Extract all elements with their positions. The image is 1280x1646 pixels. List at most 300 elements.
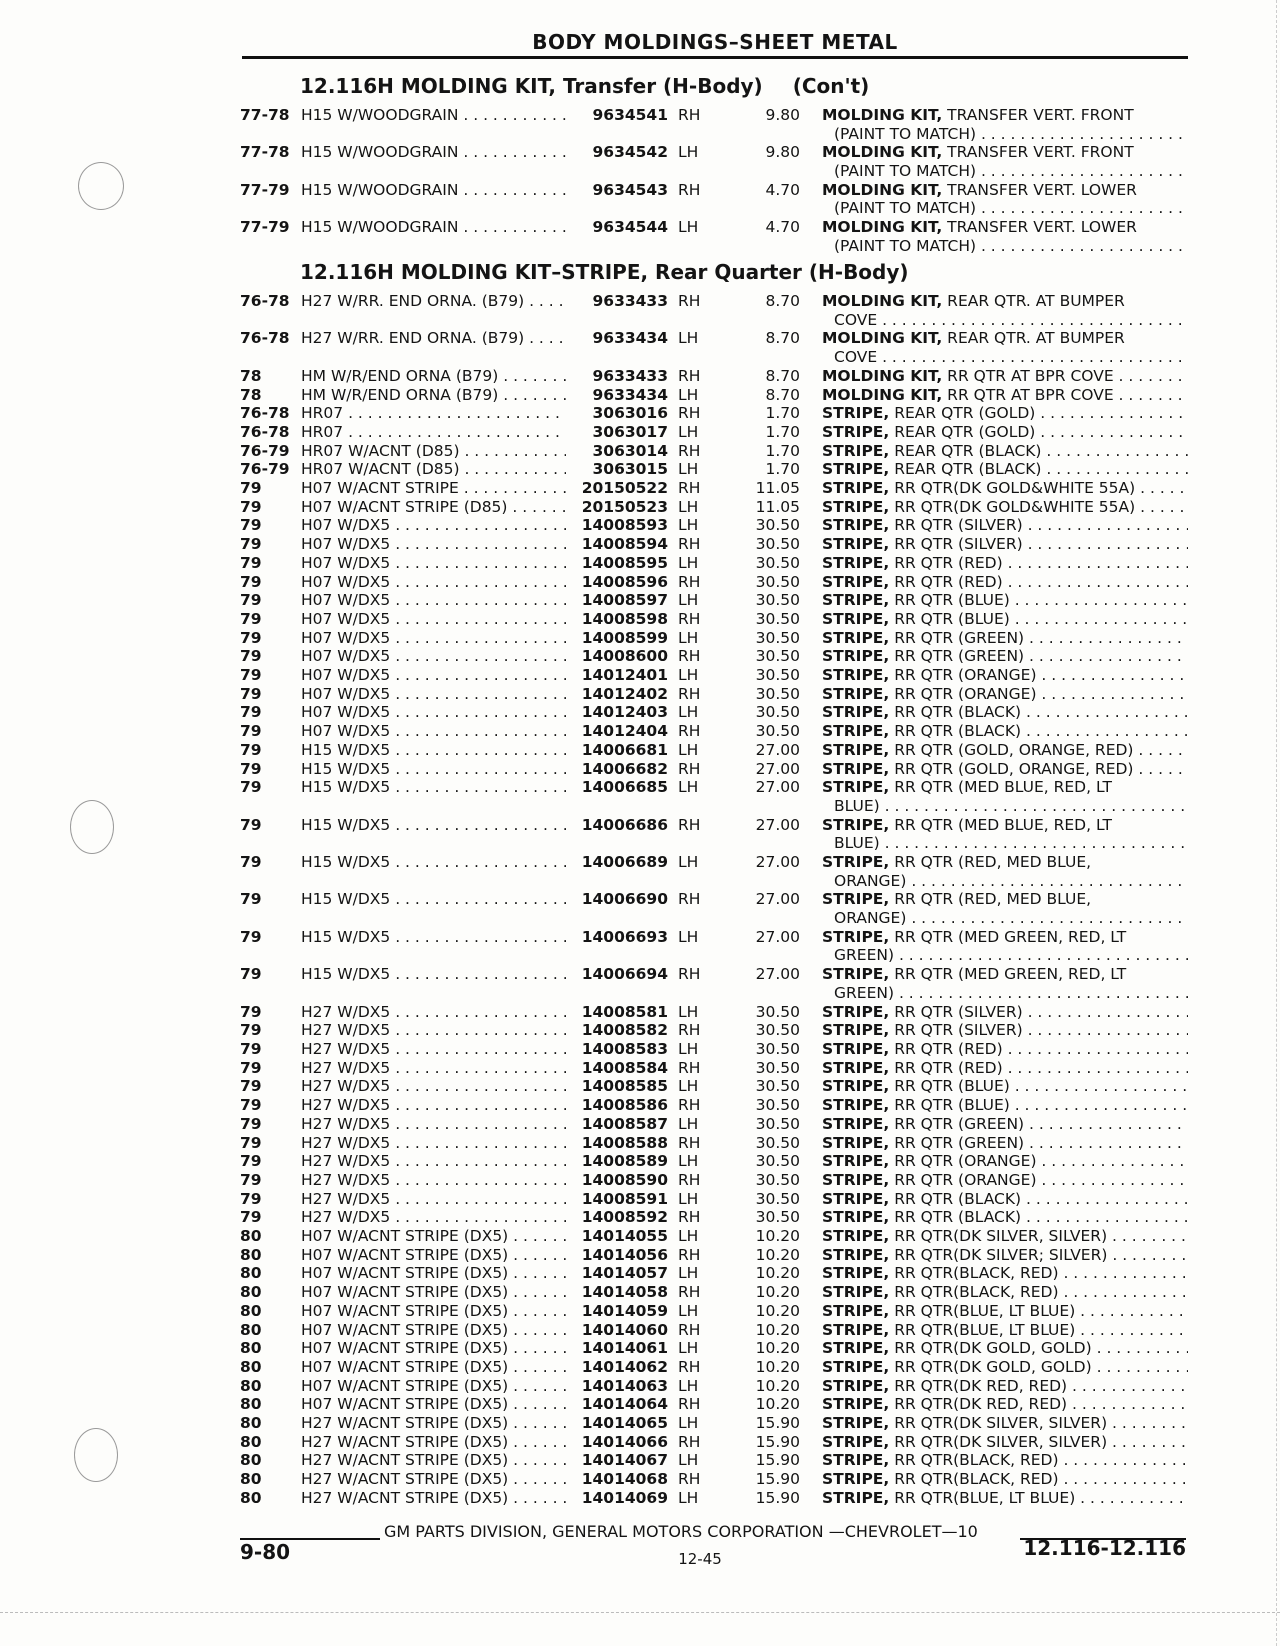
description-line <box>822 1059 1188 1078</box>
price-cell: 1.70 <box>765 422 800 441</box>
side-cell: RH <box>678 366 701 385</box>
description-name: STRIPE, <box>822 1283 890 1302</box>
year-cell: 80 <box>240 1376 262 1395</box>
model-cell: H27 W/DX5 . . . <box>301 1134 566 1153</box>
description-text: REAR QTR. AT BUMPER <box>947 329 1125 348</box>
description-text: TRANSFER VERT. LOWER <box>947 180 1137 199</box>
model-cell: H27 W/ACNT STRIPE (DX5) . . . <box>301 1489 566 1508</box>
description-cell <box>822 741 1188 760</box>
description-text: RR QTR (GOLD, ORANGE, RED) <box>894 740 1134 759</box>
price-cell: 11.05 <box>755 479 800 497</box>
year-cell: 80 <box>240 1283 262 1302</box>
year-cell: 77-79 <box>240 180 290 199</box>
description-line <box>822 890 1188 909</box>
description-cell <box>822 1171 1188 1190</box>
description-line <box>822 1134 1188 1153</box>
side-cell: LH <box>678 553 699 572</box>
price-cell: 4.70 <box>765 180 800 199</box>
description-cell <box>822 1433 1188 1452</box>
model-cell: H07 W/ACNT STRIPE (DX5) . . . <box>301 1246 566 1265</box>
description-line <box>822 1321 1188 1340</box>
description-line <box>822 703 1188 722</box>
description-text: RR QTR(DK SILVER; SILVER) <box>894 1245 1108 1264</box>
price-cell: 8.70 <box>765 385 800 404</box>
model-cell: H15 W/DX5 . . . <box>301 778 566 797</box>
description-text: RR QTR (GREEN) <box>894 1114 1025 1133</box>
description-text: RR QTR(DK SILVER, SILVER) <box>894 1432 1108 1451</box>
side-cell: RH <box>678 684 701 703</box>
description-name: STRIPE, <box>822 1488 890 1507</box>
part-number-cell: 20150522 <box>581 479 668 497</box>
price-cell: 30.50 <box>755 647 800 666</box>
description-text: RR QTR (SILVER) <box>894 1002 1023 1021</box>
description-cell <box>822 404 1188 423</box>
description-name: MOLDING KIT, <box>822 366 943 385</box>
part-number-cell: 3063017 <box>592 422 668 441</box>
side-cell: RH <box>678 1133 701 1152</box>
model-cell: H15 W/WOODGRAIN . . . <box>301 106 566 125</box>
description-line <box>822 928 1188 947</box>
description-cell <box>822 106 1188 143</box>
year-cell: 79 <box>240 1096 262 1115</box>
description-line <box>822 816 1188 835</box>
model-cell: H07 W/DX5 . . . <box>301 685 566 704</box>
description-line <box>822 1077 1188 1096</box>
side-cell: RH <box>678 1432 701 1451</box>
model-cell: H07 W/DX5 . . . <box>301 610 566 629</box>
side-cell: RH <box>678 535 701 554</box>
price-cell: 30.50 <box>755 1021 800 1040</box>
description-line <box>822 1470 1188 1489</box>
part-number-cell: 14006685 <box>581 778 668 797</box>
model-cell: H07 W/ACNT STRIPE (DX5) . . . <box>301 1377 566 1396</box>
description-name: STRIPE, <box>822 422 890 441</box>
price-cell: 4.70 <box>765 218 800 237</box>
description-continuation: (PAINT TO MATCH) . . . <box>822 237 1188 256</box>
description-cell <box>822 442 1188 461</box>
year-cell: 79 <box>240 1152 262 1171</box>
description-cell <box>822 1115 1188 1134</box>
description-cell <box>822 516 1188 535</box>
footer-publisher: GM PARTS DIVISION, GENERAL MOTORS CORPORATION —CHEVROLET—10 <box>384 1522 978 1541</box>
description-name: STRIPE, <box>822 572 890 591</box>
description-cell <box>822 386 1188 405</box>
description-text: RR QTR(BLACK, RED) <box>894 1451 1059 1470</box>
part-number-cell: 14014062 <box>581 1357 668 1376</box>
description-line <box>822 1040 1188 1059</box>
model-cell: H27 W/ACNT STRIPE (DX5) . . . <box>301 1470 566 1489</box>
description-name: STRIPE, <box>822 497 890 516</box>
year-cell: 80 <box>240 1488 262 1507</box>
side-cell: LH <box>678 516 699 535</box>
model-cell: HR07 W/ACNT (D85) . . . <box>301 460 566 479</box>
year-cell: 79 <box>240 1189 262 1208</box>
side-cell: RH <box>678 1245 701 1264</box>
description-name: MOLDING KIT, <box>822 385 943 404</box>
side-cell: LH <box>678 1189 699 1208</box>
price-cell: 10.20 <box>755 1357 800 1376</box>
description-name: MOLDING KIT, <box>822 218 943 237</box>
model-cell: H07 W/DX5 . . . <box>301 554 566 573</box>
price-cell: 27.00 <box>755 927 800 946</box>
description-name: STRIPE, <box>822 1245 890 1264</box>
model-cell: H27 W/DX5 . . . <box>301 1152 566 1171</box>
description-name: STRIPE, <box>822 591 890 610</box>
part-number-cell: 14008583 <box>581 1040 668 1058</box>
description-name: STRIPE, <box>822 1208 890 1227</box>
year-cell: 80 <box>240 1339 262 1358</box>
description-text: RR QTR(BLACK, RED) <box>894 1470 1059 1489</box>
price-cell: 8.70 <box>765 366 800 385</box>
part-number-cell: 9633434 <box>592 385 668 404</box>
description-name: STRIPE, <box>822 1114 890 1133</box>
footer-date: 9-80 <box>240 1540 291 1564</box>
price-cell: 30.50 <box>755 684 800 703</box>
description-text: RR QTR (BLACK) <box>894 1208 1022 1227</box>
model-cell: H15 W/WOODGRAIN . . . <box>301 218 566 237</box>
side-cell: RH <box>678 106 701 124</box>
description-text: TRANSFER VERT. FRONT <box>947 143 1134 162</box>
model-cell: H07 W/DX5 . . . <box>301 666 566 685</box>
year-cell: 80 <box>240 1451 262 1470</box>
side-cell: LH <box>678 1152 699 1171</box>
description-name: STRIPE, <box>822 1002 890 1021</box>
price-cell: 10.20 <box>755 1395 800 1414</box>
description-text: RR QTR(DK RED, RED) <box>894 1395 1068 1414</box>
side-cell: LH <box>678 1264 699 1283</box>
part-number-cell: 14012401 <box>581 666 668 684</box>
price-cell: 9.80 <box>765 106 800 124</box>
description-line <box>822 610 1188 629</box>
year-cell: 79 <box>240 1114 262 1133</box>
description-line <box>822 181 1188 200</box>
description-text: RR QTR (BLUE) <box>894 609 1010 628</box>
description-cell <box>822 367 1188 386</box>
side-cell: LH <box>678 927 699 946</box>
description-name: MOLDING KIT, <box>822 180 943 199</box>
side-cell: LH <box>678 1301 699 1320</box>
part-number-cell: 14014068 <box>581 1470 668 1489</box>
description-name: STRIPE, <box>822 609 890 628</box>
description-name: STRIPE, <box>822 666 890 684</box>
model-cell: H27 W/DX5 . . . <box>301 1190 566 1209</box>
description-text: RR QTR(DK SILVER, SILVER) <box>894 1227 1108 1245</box>
year-cell: 79 <box>240 890 262 909</box>
year-cell: 79 <box>240 759 262 778</box>
description-text: RR QTR (SILVER) <box>894 1021 1023 1040</box>
description-continuation: ORANGE) . . . <box>822 909 1188 928</box>
price-cell: 30.50 <box>755 553 800 572</box>
year-cell: 79 <box>240 815 262 834</box>
description-text: RR QTR(BLUE, LT BLUE) <box>894 1301 1076 1320</box>
description-name: STRIPE, <box>822 441 890 460</box>
description-name: STRIPE, <box>822 815 890 834</box>
model-cell: H07 W/ACNT STRIPE (DX5) . . . <box>301 1227 566 1246</box>
description-name: MOLDING KIT, <box>822 292 943 310</box>
side-cell: LH <box>678 628 699 647</box>
model-cell: H27 W/ACNT STRIPE (DX5) . . . <box>301 1451 566 1470</box>
description-line <box>822 778 1188 797</box>
side-cell: LH <box>678 666 699 684</box>
year-cell: 79 <box>240 609 262 628</box>
description-line <box>822 404 1188 423</box>
section-heading-code: 12.116H MOLDING KIT–STRIPE, <box>300 260 649 284</box>
description-text: RR QTR(DK GOLD, GOLD) <box>894 1339 1092 1358</box>
year-cell: 79 <box>240 853 262 871</box>
description-name: STRIPE, <box>822 778 890 797</box>
description-cell <box>822 1021 1188 1040</box>
price-cell: 27.00 <box>755 890 800 909</box>
year-cell: 79 <box>240 1077 262 1096</box>
description-line <box>822 106 1188 125</box>
description-cell <box>822 460 1188 479</box>
side-cell: RH <box>678 404 701 423</box>
side-cell: RH <box>678 759 701 778</box>
year-cell: 78 <box>240 366 262 385</box>
side-cell: LH <box>678 1114 699 1133</box>
description-name: MOLDING KIT, <box>822 106 943 124</box>
part-number-cell: 14008600 <box>581 647 668 666</box>
description-continuation: GREEN) . . . <box>822 946 1188 965</box>
description-text: RR QTR(DK SILVER, SILVER) <box>894 1414 1108 1432</box>
description-cell <box>822 760 1188 779</box>
year-cell: 79 <box>240 1208 262 1227</box>
description-text: RR QTR (ORANGE) <box>894 1170 1037 1189</box>
side-cell: RH <box>678 572 701 591</box>
description-line <box>822 535 1188 554</box>
description-name: STRIPE, <box>822 1264 890 1283</box>
description-cell <box>822 1321 1188 1340</box>
description-cell <box>822 218 1188 255</box>
year-cell: 79 <box>240 1002 262 1021</box>
year-cell: 77-78 <box>240 106 290 124</box>
description-text: RR QTR (SILVER) <box>894 535 1023 554</box>
price-cell: 30.50 <box>755 1002 800 1021</box>
year-cell: 79 <box>240 479 262 497</box>
description-line <box>822 554 1188 573</box>
description-line <box>822 1003 1188 1022</box>
year-cell: 79 <box>240 703 262 722</box>
description-name: STRIPE, <box>822 740 890 759</box>
description-cell <box>822 423 1188 442</box>
year-cell: 79 <box>240 628 262 647</box>
description-cell <box>822 610 1188 629</box>
description-cell <box>822 554 1188 573</box>
price-cell: 30.50 <box>755 1152 800 1171</box>
description-text: RR QTR(BLUE, LT BLUE) <box>894 1488 1076 1507</box>
part-number-cell: 14008588 <box>581 1133 668 1152</box>
description-continuation: COVE . . . <box>822 348 1188 367</box>
side-cell: LH <box>678 329 699 348</box>
description-continuation: BLUE) . . . <box>822 834 1188 853</box>
price-cell: 30.50 <box>755 591 800 610</box>
part-number-cell: 14014055 <box>581 1227 668 1245</box>
description-cell <box>822 1208 1188 1227</box>
description-cell <box>822 535 1188 554</box>
part-number-cell: 14014066 <box>581 1432 668 1451</box>
year-cell: 79 <box>240 965 262 984</box>
price-cell: 27.00 <box>755 815 800 834</box>
description-text: RR QTR(BLACK, RED) <box>894 1264 1059 1283</box>
side-cell: LH <box>678 778 699 797</box>
description-line <box>822 1395 1188 1414</box>
part-number-cell: 14008597 <box>581 591 668 610</box>
price-cell: 30.50 <box>755 1058 800 1077</box>
side-cell: LH <box>678 143 699 162</box>
year-cell: 79 <box>240 778 262 797</box>
description-name: STRIPE, <box>822 1133 890 1152</box>
model-cell: H15 W/DX5 . . . <box>301 928 566 947</box>
price-cell: 10.20 <box>755 1376 800 1395</box>
year-cell: 80 <box>240 1301 262 1320</box>
part-number-cell: 9633434 <box>592 329 668 348</box>
model-cell: H07 W/ACNT STRIPE (DX5) . . . <box>301 1321 566 1340</box>
description-line <box>822 1227 1188 1246</box>
price-cell: 30.50 <box>755 1170 800 1189</box>
model-cell: HR07 . . . <box>301 404 566 423</box>
price-cell: 30.50 <box>755 722 800 741</box>
model-cell: H27 W/DX5 . . . <box>301 1059 566 1078</box>
price-cell: 10.20 <box>755 1245 800 1264</box>
side-cell: LH <box>678 853 699 871</box>
year-cell: 79 <box>240 684 262 703</box>
description-text: RR QTR (RED) <box>894 572 1003 591</box>
price-cell: 30.50 <box>755 1096 800 1115</box>
part-number-cell: 14012403 <box>581 703 668 722</box>
description-cell <box>822 1264 1188 1283</box>
description-line <box>822 1451 1188 1470</box>
model-cell: H27 W/DX5 . . . <box>301 1208 566 1227</box>
side-cell: LH <box>678 497 699 516</box>
side-cell: LH <box>678 422 699 441</box>
section-continued: (Con't) <box>792 74 870 98</box>
part-number-cell: 14008589 <box>581 1152 668 1171</box>
description-text: RR QTR(DK RED, RED) <box>894 1376 1068 1395</box>
description-text: RR QTR (GREEN) <box>894 647 1025 666</box>
price-cell: 27.00 <box>755 853 800 871</box>
description-text: RR QTR(DK GOLD&WHITE 55A) <box>894 497 1136 516</box>
description-text: RR QTR AT BPR COVE <box>947 385 1114 404</box>
description-text: RR QTR AT BPR COVE <box>947 366 1114 385</box>
description-text: RR QTR (MED GREEN, RED, LT <box>894 965 1127 984</box>
year-cell: 79 <box>240 1021 262 1040</box>
description-name: STRIPE, <box>822 759 890 778</box>
description-line <box>822 647 1188 666</box>
part-number-cell: 14008581 <box>581 1002 668 1021</box>
description-cell <box>822 1302 1188 1321</box>
price-cell: 30.50 <box>755 572 800 591</box>
price-cell: 10.20 <box>755 1283 800 1302</box>
description-cell <box>822 647 1188 666</box>
description-line <box>822 1414 1188 1433</box>
side-cell: RH <box>678 1021 701 1040</box>
description-text: RR QTR (RED) <box>894 553 1003 572</box>
part-number-cell: 9634541 <box>592 106 668 124</box>
binder-hole-middle <box>70 800 114 854</box>
description-cell <box>822 1077 1188 1096</box>
price-cell: 30.50 <box>755 1189 800 1208</box>
part-number-cell: 14008594 <box>581 535 668 554</box>
description-cell <box>822 1358 1188 1377</box>
description-text: RR QTR (BLACK) <box>894 722 1022 741</box>
side-cell: LH <box>678 1040 699 1058</box>
side-cell: RH <box>678 1283 701 1302</box>
year-cell: 79 <box>240 572 262 591</box>
description-text: RR QTR(DK GOLD&WHITE 55A) <box>894 479 1136 497</box>
model-cell: H07 W/DX5 . . . <box>301 722 566 741</box>
part-number-cell: 14014060 <box>581 1320 668 1339</box>
description-text: RR QTR (BLUE) <box>894 1077 1010 1096</box>
model-cell: H07 W/ACNT STRIPE (DX5) . . . <box>301 1395 566 1414</box>
description-name: STRIPE, <box>822 1451 890 1470</box>
model-cell: H27 W/DX5 . . . <box>301 1003 566 1022</box>
model-cell: H07 W/DX5 . . . <box>301 535 566 554</box>
part-number-cell: 14012402 <box>581 684 668 703</box>
description-text: TRANSFER VERT. FRONT <box>947 106 1134 124</box>
description-text: RR QTR (RED) <box>894 1040 1003 1058</box>
model-cell: HR07 . . . <box>301 423 566 442</box>
description-cell <box>822 685 1188 704</box>
year-cell: 79 <box>240 553 262 572</box>
description-text: RR QTR (RED) <box>894 1058 1003 1077</box>
part-number-cell: 14008595 <box>581 553 668 572</box>
part-number-cell: 14006681 <box>581 740 668 759</box>
description-name: STRIPE, <box>822 553 890 572</box>
description-name: STRIPE, <box>822 853 890 871</box>
description-line <box>822 1208 1188 1227</box>
price-cell: 30.50 <box>755 628 800 647</box>
part-number-cell: 14008584 <box>581 1058 668 1077</box>
model-cell: H27 W/RR. END ORNA. (B79) . . . <box>301 292 566 311</box>
part-number-cell: 14008582 <box>581 1021 668 1040</box>
description-text: RR QTR (BLUE) <box>894 1096 1010 1115</box>
year-cell: 79 <box>240 535 262 554</box>
description-line <box>822 1171 1188 1190</box>
description-name: STRIPE, <box>822 460 890 479</box>
part-number-cell: 3063014 <box>592 441 668 460</box>
side-cell: RH <box>678 1470 701 1489</box>
description-line <box>822 629 1188 648</box>
description-cell <box>822 1134 1188 1153</box>
description-cell <box>822 1451 1188 1470</box>
description-cell <box>822 1377 1188 1396</box>
year-cell: 80 <box>240 1264 262 1283</box>
description-line <box>822 423 1188 442</box>
description-text: REAR QTR (GOLD) <box>894 422 1036 441</box>
description-name: STRIPE, <box>822 1414 890 1432</box>
part-number-cell: 14006690 <box>581 890 668 909</box>
side-cell: LH <box>678 1002 699 1021</box>
description-name: STRIPE, <box>822 1040 890 1058</box>
part-number-cell: 9634542 <box>592 143 668 162</box>
description-cell <box>822 629 1188 648</box>
price-cell: 1.70 <box>765 460 800 479</box>
price-cell: 9.80 <box>765 143 800 162</box>
model-cell: H15 W/DX5 . . . <box>301 816 566 835</box>
description-text: RR QTR(BLUE, LT BLUE) <box>894 1320 1076 1339</box>
model-cell: H07 W/DX5 . . . <box>301 703 566 722</box>
description-continuation: (PAINT TO MATCH) . . . <box>822 199 1188 218</box>
part-number-cell: 14008598 <box>581 609 668 628</box>
price-cell: 27.00 <box>755 778 800 797</box>
description-name: STRIPE, <box>822 628 890 647</box>
year-cell: 79 <box>240 647 262 666</box>
description-text: RR QTR (BLUE) <box>894 591 1010 610</box>
price-cell: 10.20 <box>755 1339 800 1358</box>
description-line <box>822 143 1188 162</box>
part-number-cell: 14008592 <box>581 1208 668 1227</box>
model-cell: H07 W/DX5 . . . <box>301 629 566 648</box>
